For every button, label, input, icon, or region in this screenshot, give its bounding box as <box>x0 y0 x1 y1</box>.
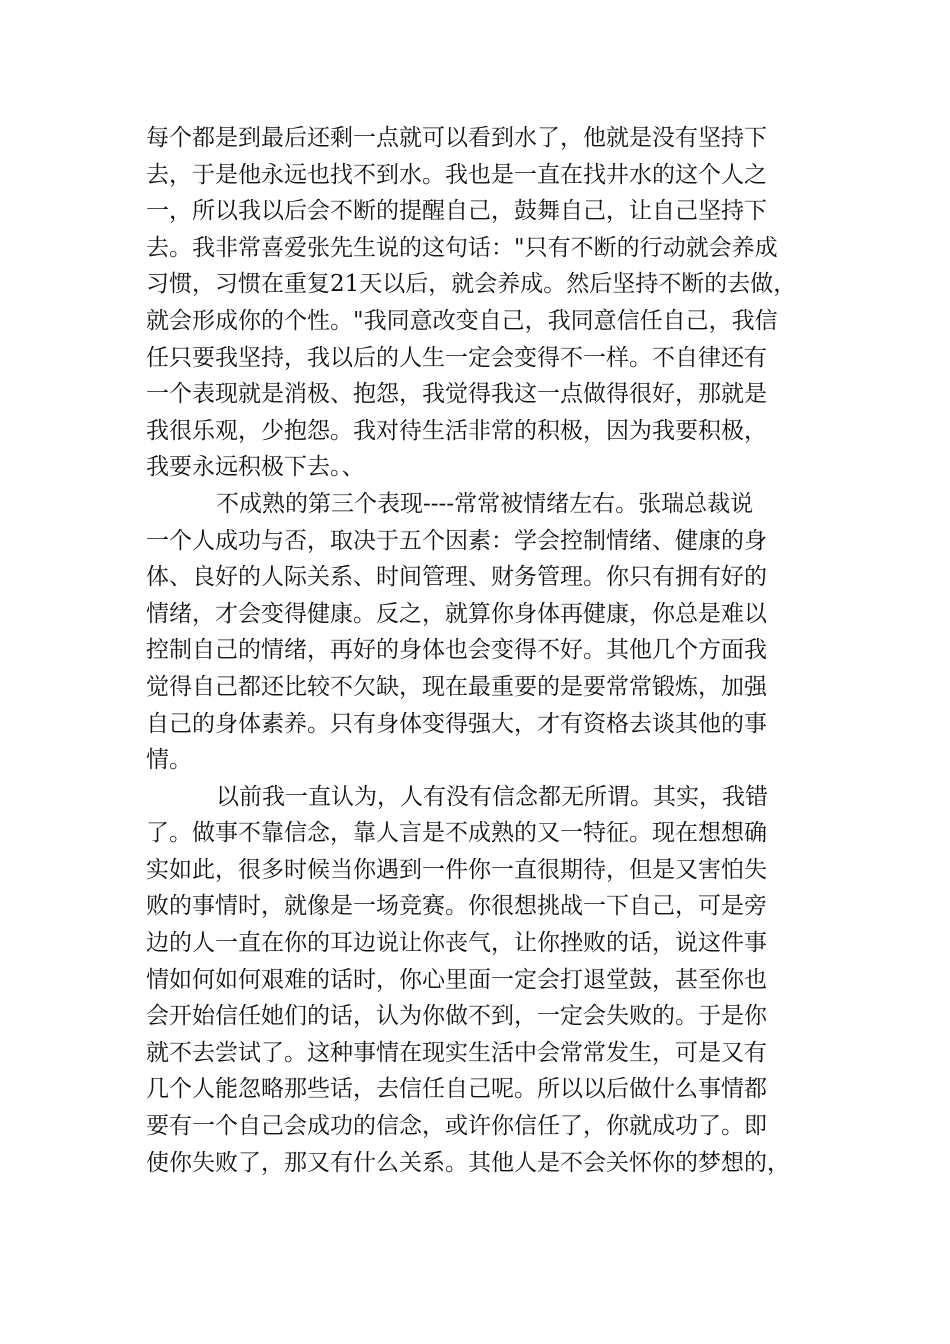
text-line: 要有一个自己会成功的信念，或许你信任了，你就成功了。即 <box>146 1113 767 1140</box>
text-line: 自己的身体素养。只有身体变得强大，才有资格去谈其他的事 <box>146 710 767 737</box>
text-line: 几个人能忽略那些话，去信任自己呢。所以以后做什么事情都 <box>146 1076 767 1103</box>
document-body <box>146 120 826 1181</box>
text-line: 了。做事不靠信念，靠人言是不成熟的又一特征。现在想想确 <box>146 820 767 847</box>
text-line: 一，所以我以后会不断的提醒自己，鼓舞自己，让自己坚持下 <box>146 198 767 225</box>
text-line: 去。我非常喜爱张先生说的这句话："只有不断的行动就会养成 <box>146 234 778 261</box>
text-line: 习惯，习惯在重复21天以后，就会养成。然后坚持不断的去做， <box>146 271 797 298</box>
text-line: 每个都是到最后还剩一点就可以看到水了，他就是没有坚持下 <box>146 125 767 151</box>
text-line: 一个人成功与否，取决于五个因素：学会控制情绪、健康的身 <box>146 527 767 554</box>
text-line: 体、良好的人际关系、时间管理、财务管理。你只有拥有好的 <box>146 564 767 591</box>
text-line: 边的人一直在你的耳边说让你丧气，让你挫败的话，说这件事 <box>146 930 767 957</box>
text-line: 情如何如何艰难的话时，你心里面一定会打退堂鼓，甚至你也 <box>146 966 767 993</box>
paragraph-first-line: 以前我一直认为，人有没有信念都无所谓。其实，我错 <box>216 783 768 810</box>
paragraph-first-line: 不成熟的第三个表现----常常被情绪左右。张瑞总裁说 <box>216 490 754 517</box>
text-line: 败的事情时，就像是一场竞赛。你很想挑战一下自己，可是旁 <box>146 893 767 920</box>
text-line: 会开始信任她们的话，认为你做不到，一定会失败的。于是你 <box>146 1003 767 1030</box>
text-line: 使你失败了，那又有什么关系。其他人是不会关怀你的梦想的， <box>146 1149 790 1176</box>
text-line: 一个表现就是消极、抱怨，我觉得我这一点做得很好，那就是 <box>146 381 767 408</box>
text-line: 情绪，才会变得健康。反之，就算你身体再健康，你总是难以 <box>146 600 767 627</box>
text-line: 控制自己的情绪，再好的身体也会变得不好。其他几个方面我 <box>146 637 767 664</box>
text-line: 觉得自己都还比较不欠缺，现在最重要的是要常常锻炼，加强 <box>146 673 767 700</box>
text-line: 我要永远积极下去。、 <box>146 454 365 481</box>
text-line: 就会形成你的个性。"我同意改变自己，我同意信任自己，我信 <box>146 307 778 334</box>
text-line: 实如此，很多时候当你遇到一件你一直很期待，但是又害怕失 <box>146 856 767 883</box>
text-line: 任只要我坚持，我以后的人生一定会变得不一样。不自律还有 <box>146 344 767 371</box>
text-line: 我很乐观，少抱怨。我对待生活非常的积极，因为我要积极， <box>146 417 767 444</box>
text-line: 情。 <box>146 747 192 774</box>
text-line: 就不去尝试了。这种事情在现实生活中会常常发生，可是又有 <box>146 1039 767 1066</box>
text-line: 去，于是他永远也找不到水。我也是一直在找井水的这个人之 <box>146 161 767 188</box>
